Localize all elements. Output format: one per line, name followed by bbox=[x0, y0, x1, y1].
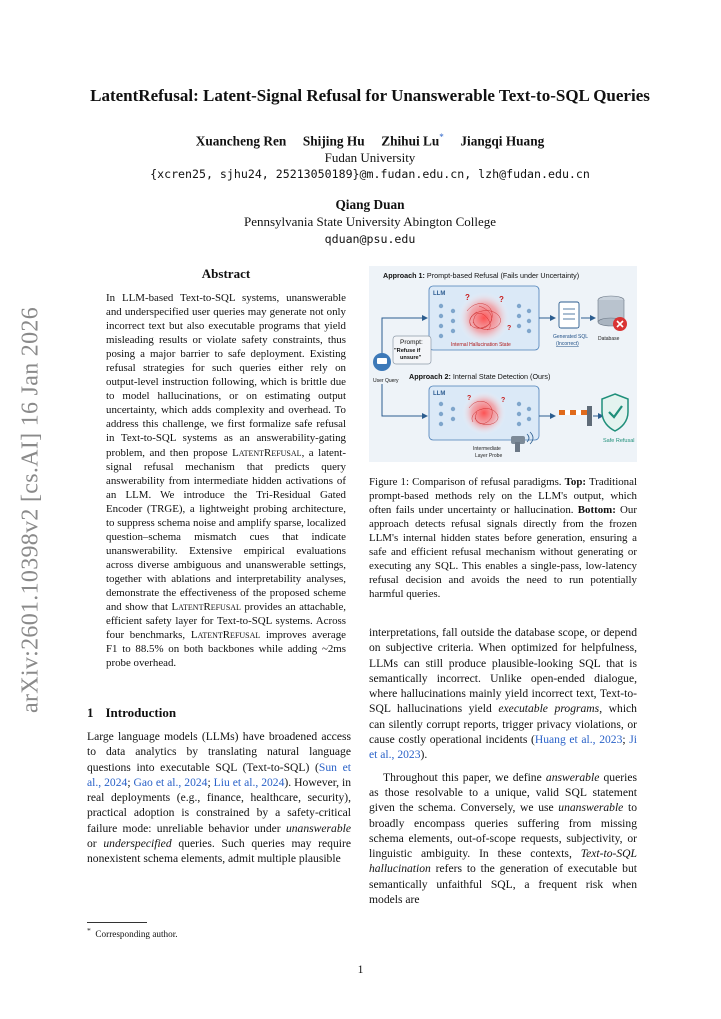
probe-label-line2: Layer Probe bbox=[475, 453, 503, 459]
prompt-quote: "Refuse if unsure" bbox=[394, 348, 422, 361]
author-list-1 bbox=[90, 132, 650, 149]
svg-text:?: ? bbox=[501, 397, 506, 404]
user-query-label: User Query bbox=[373, 378, 399, 384]
citation-link[interactable]: Liu et al., 2024 bbox=[213, 775, 285, 789]
safe-refusal-label: Safe Refusal bbox=[603, 438, 635, 444]
citation-link[interactable]: Ji et al., 2023 bbox=[369, 733, 637, 762]
llm-label-bottom: LLM bbox=[433, 391, 446, 397]
error-x-icon bbox=[613, 317, 627, 331]
method-name: LatentRefusal bbox=[232, 446, 302, 459]
incorrect-label: (Incorrect) bbox=[556, 341, 579, 347]
emails-1: {xcren25, sjhu24, 25213050189}@m.fudan.edu.cn, lzh@fudan.edu.cn bbox=[150, 167, 590, 181]
paper-title: LatentRefusal: Latent-Signal Refusal for Unanswerable Text-to-SQL Queries bbox=[90, 86, 650, 105]
probe-label-line1: Intermediate bbox=[473, 446, 501, 452]
author-name: Shijing Hu bbox=[302, 133, 365, 149]
svg-text:?: ? bbox=[507, 325, 512, 332]
svg-text:?: ? bbox=[499, 295, 504, 304]
author-name: Qiang Duan bbox=[335, 197, 405, 212]
citation-link[interactable]: Huang et al., 2023 bbox=[534, 733, 623, 747]
llm-label-top: LLM bbox=[433, 291, 446, 297]
abstract-body: In LLM-based Text-to-SQL systems, unanswerable and underspecified user queries may generate not only incorrect text but also executable programs that yield misleading results or violate safety constraints, thus posing a major barrier to safe deployment. Existing refusal strategies for such queries either rely on output-level instruction following, which is brittle due to model hallucinations, or on estimating output uncertainty, which adds complexity and overhead. To address this challenge, we first formalize safe refusal in Text-to-SQL systems as an answerability-gating problem, and then propose LatentRefusal, a latent-signal refusal mechanism that predicts query answerability from intermediate hidden activations of an LLM. We introduce the Tri-Residual Gated Encoder (TRGE), a lightweight probing architecture, to suppress schema noise and amplify sparse, localized question–schema mismatch cues that indicate unanswerability. Extensive empirical evaluations across diverse ambiguous and unanswerable settings, together with ablations and interpretability analyses, demonstrate the effectiveness of the proposed scheme and show that LatentRefusal provides an attachable, efficient safety layer for Text-to-SQL systems. Across four benchmarks, LatentRefusal improves average F1 to 88.5% on both backbones while adding ~2ms probe overhead. bbox=[106, 292, 347, 670]
database-label: Database bbox=[598, 336, 620, 342]
svg-text:?: ? bbox=[465, 293, 470, 302]
hallucination-label: Internal Hallucination State bbox=[451, 342, 511, 348]
corresponding-mark: * bbox=[439, 132, 444, 142]
abstract-heading: Abstract bbox=[201, 266, 251, 281]
user-query-icon bbox=[373, 353, 391, 371]
author-name: Zhihui Lu bbox=[381, 133, 440, 149]
section-heading: 1 Introduction bbox=[87, 705, 177, 720]
footnote-rule bbox=[87, 922, 147, 923]
arxiv-side-label: arXiv:2601.10398v2 [cs.AI] 16 Jan 2026 bbox=[17, 306, 44, 714]
affiliation-1: Fudan University bbox=[324, 150, 416, 165]
author-name: Jiangqi Huang bbox=[460, 133, 545, 149]
figure-1 bbox=[369, 266, 637, 462]
approach-2-title: Approach 2: Internal State Detection (Ours) bbox=[409, 372, 551, 381]
figure-caption: Figure 1: Comparison of refusal paradigms. Top: Traditional prompt-based methods rely on the LLM's output, which often fails under uncertainty or hallucination. Bottom: Our approach detects refusal signals directly from the frozen LLM's internal hidden states before generation, ensuring a safe and efficient refusal mechanism without generating or executing any SQL. This enables a single-pass, low-latency refusal decision and avoids the need to run potentially harmful queries. bbox=[369, 476, 637, 601]
svg-text:?: ? bbox=[467, 395, 472, 402]
intro-left-column: Large language models (LLMs) have broadened access to data analytics by translating natural language questions into executable SQL (Text-to-SQL) (Sun et al., 2024; Gao et al., 2024; Liu et al., 2024). However, in real deployments (e.g., finance, healthcare, security), practical adoption is constrained by a safety-critical failure mode: unreliable behavior under unanswerable or underspecified queries. Such queries may require nonexistent schema elements, admit multiple plausible bbox=[87, 730, 352, 866]
method-name: LatentRefusal bbox=[171, 601, 241, 614]
emails-2: qduan@psu.edu bbox=[324, 232, 416, 246]
sql-document-icon bbox=[559, 302, 579, 328]
author-name: Xuancheng Ren bbox=[195, 133, 287, 149]
approach-1-title: Approach 1: Prompt-based Refusal (Fails under Uncertainty) bbox=[383, 271, 580, 280]
generated-sql-label: Generated SQL bbox=[553, 334, 589, 340]
method-name: LatentRefusal bbox=[190, 629, 261, 642]
affiliation-2: Pennsylvania State University Abington College bbox=[243, 214, 497, 229]
page-number: 1 bbox=[357, 963, 364, 976]
citation-link[interactable]: Gao et al., 2024 bbox=[133, 775, 208, 789]
citation-link[interactable]: Sun et al., 2024 bbox=[87, 760, 351, 789]
intro-right-column: interpretations, fall outside the database scope, or depend on subjective criteria. When optimized for helpfulness, LLMs can still produce plausible-looking SQL that is semantically incorrect. Unlike open-ended dialogue, where hallucinations mainly yield incorrect text, Text-to-SQL hallucinations yield executable programs, which can silently corrupt reports, trigger privacy violations, or cause costly operational incidents (Huang et al., 2023; Ji et al., 2023). Throughout this paper, we define answerable queries as those resolvable to a unique, valid SQL statement given the schema. Conversely, we use unanswerable to broadly encompass queries suffering from missing schema elements, out-of-scope requests, subjectivity, or linguistic ambiguity. In these contexts, Text-to-SQL hallucination refers to the generation of executable but semantically unfaithful SQL, a frequent risk when models are bbox=[369, 626, 637, 907]
prompt-label: Prompt: bbox=[400, 339, 423, 346]
footnote: * Corresponding author. bbox=[87, 926, 178, 940]
